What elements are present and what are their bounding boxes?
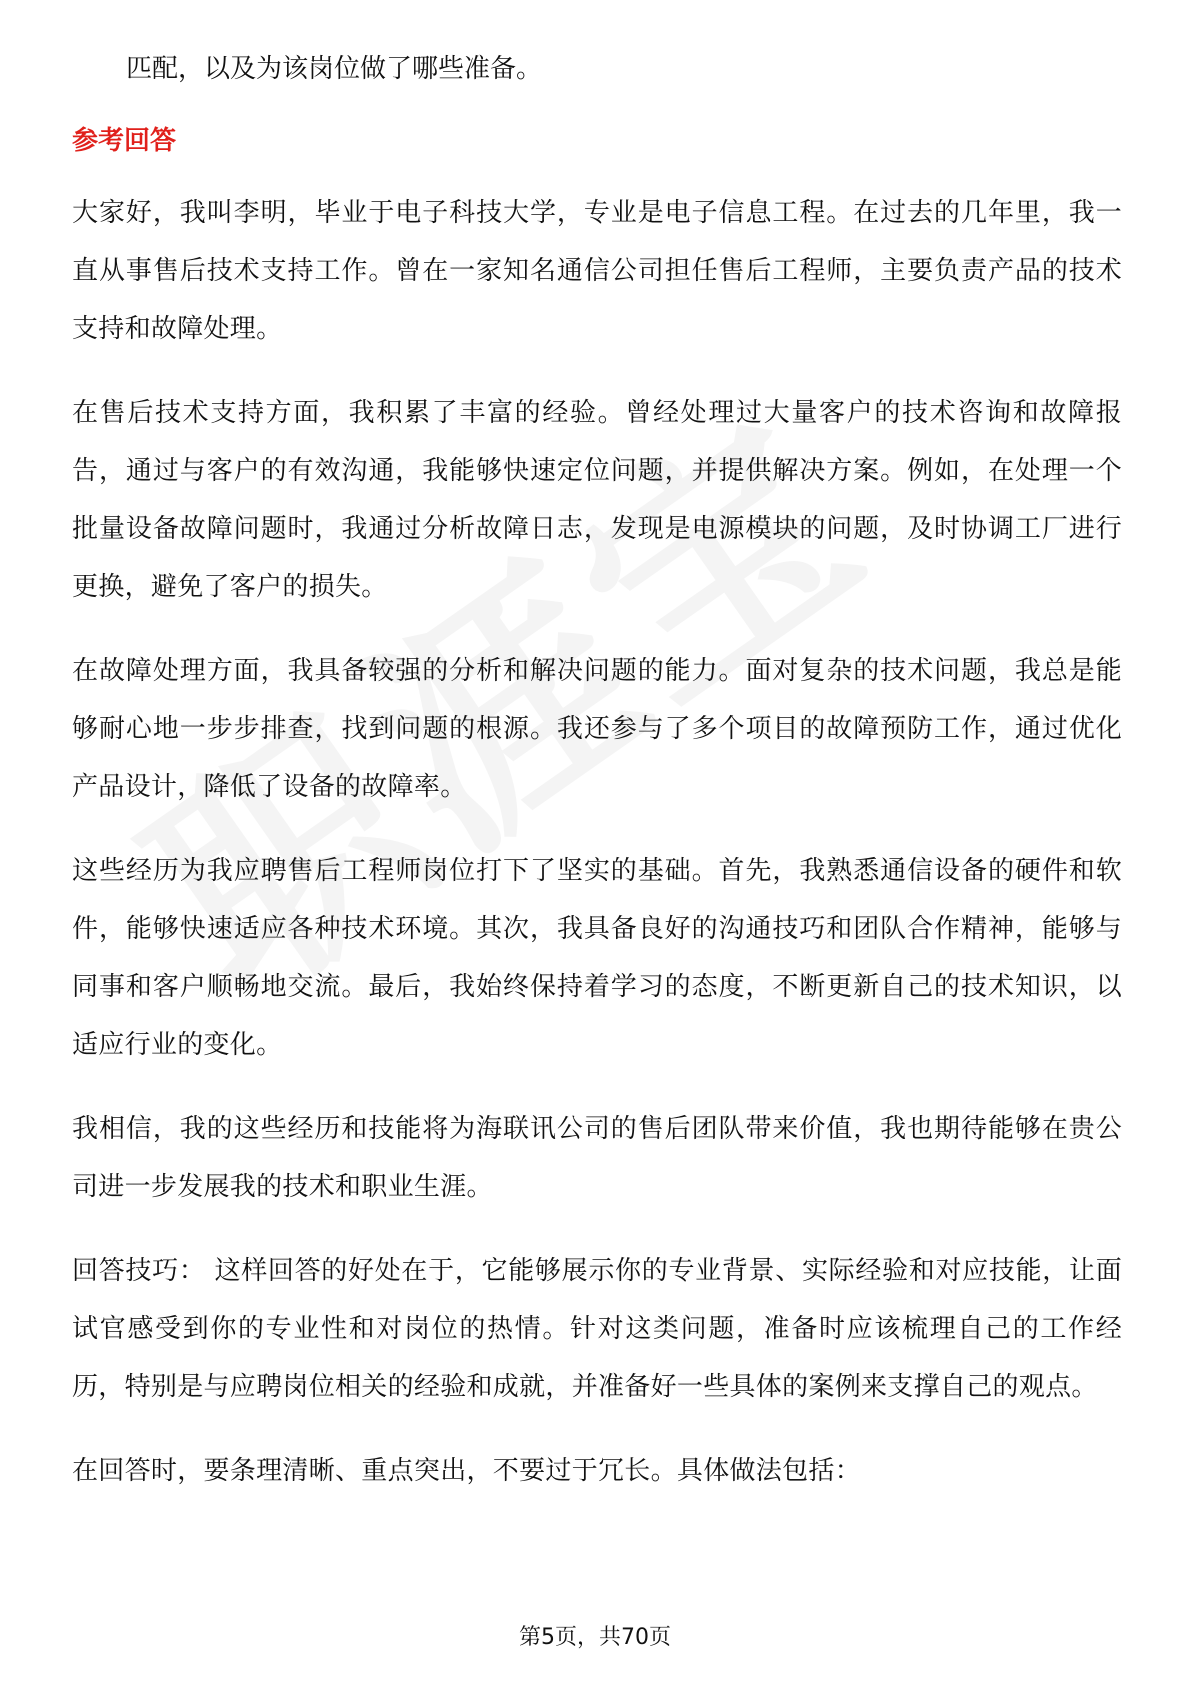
paragraph: 在故障处理方面，我具备较强的分析和解决问题的能力。面对复杂的技术问题，我总是能够耐心地一步步排查，找到问题的根源。我还参与了多个项目的故障预防工作，通过优化产品设计，降低了设备的故障率。 [72, 656, 1122, 802]
paragraph: 我相信，我的这些经历和技能将为海联讯公司的售后团队带来价值，我也期待能够在贵公司进一步发展我的技术和职业生涯。 [72, 1114, 1122, 1202]
section-title: 参考回答 [72, 126, 177, 156]
intro-line: 匹配，以及为该岗位做了哪些准备。 [126, 54, 543, 84]
paragraph-answer-tips: 回答技巧： 这样回答的好处在于，它能够展示你的专业背景、实际经验和对应技能，让面试官感受到你的专业性和对岗位的热情。针对这类问题，准备时应该梳理自己的工作经历，特别是与应聘岗位相关的经验和成就，并准备好一些具体的案例来支撑自己的观点。 [72, 1256, 1122, 1402]
paragraph: 在售后技术支持方面，我积累了丰富的经验。曾经处理过大量客户的技术咨询和故障报告，通过与客户的有效沟通，我能够快速定位问题，并提供解决方案。例如，在处理一个批量设备故障问题时，我通过分析故障日志，发现是电源模块的问题，及时协调工厂进行更换，避免了客户的损失。 [72, 398, 1122, 602]
page-number-footer: 第5页，共70页 [519, 1625, 671, 1650]
paragraph: 这些经历为我应聘售后工程师岗位打下了坚实的基础。首先，我熟悉通信设备的硬件和软件，能够快速适应各种技术环境。其次，我具备良好的沟通技巧和团队合作精神，能够与同事和客户顺畅地交流。最后，我始终保持着学习的态度，不断更新自己的技术知识，以适应行业的变化。 [72, 856, 1122, 1060]
paragraph: 大家好，我叫李明，毕业于电子科技大学，专业是电子信息工程。在过去的几年里，我一直从事售后技术支持工作。曾在一家知名通信公司担任售后工程师，主要负责产品的技术支持和故障处理。 [72, 198, 1122, 344]
page-content [72, 40, 1122, 1526]
paragraph: 在回答时，要条理清晰、重点突出，不要过于冗长。具体做法包括： [72, 1456, 862, 1486]
